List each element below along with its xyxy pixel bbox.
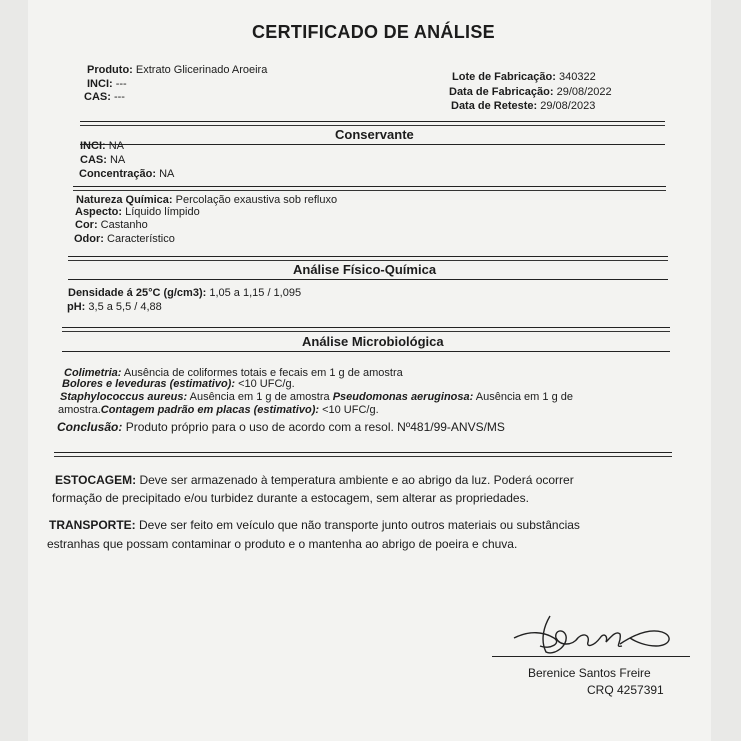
- page-title: CERTIFICADO DE ANÁLISE: [252, 22, 495, 42]
- signature-image: [510, 612, 680, 658]
- cor-label: Cor:: [75, 219, 98, 231]
- signatory-crq: CRQ 4257391: [587, 683, 664, 697]
- inci-line: [87, 78, 127, 90]
- produto-label: Produto:: [87, 64, 133, 76]
- divider-fisico-quimica: [68, 256, 668, 261]
- ph-value: 3,5 a 5,5 / 4,88: [88, 301, 162, 313]
- conservante-inci-label: INCI:: [80, 140, 106, 152]
- data-fabricacao-label: Data de Fabricação:: [449, 86, 554, 98]
- transporte-text-1: Deve ser feito em veículo que não transporte junto outros materiais ou substâncias: [139, 518, 580, 532]
- divider-lower: [54, 452, 672, 457]
- microbiologica-title: Análise Microbiológica: [302, 334, 444, 349]
- amostra-text: amostra.: [58, 404, 101, 416]
- cor-line: [75, 219, 148, 231]
- estocagem-text-1: Deve ser armazenado à temperatura ambiente e ao abrigo da luz. Poderá ocorrer: [139, 473, 574, 487]
- densidade-line: [68, 287, 301, 299]
- natureza-label: Natureza Química:: [76, 194, 173, 206]
- staph-label: Staphylococcus aureus:: [60, 391, 188, 403]
- bolores-line: [62, 378, 295, 390]
- ph-line: [67, 301, 162, 313]
- data-reteste-label: Data de Reteste:: [451, 100, 538, 112]
- pseudo-value: Ausência em 1 g de: [475, 391, 573, 403]
- conclusao-line: [57, 420, 505, 434]
- divider-conservante-bottom: [80, 144, 665, 145]
- lote-label: Lote de Fabricação:: [452, 71, 556, 83]
- divider-microbiologica-bottom: [62, 351, 670, 352]
- conclusao-value: Produto próprio para o uso de acordo com a resol. Nº481/99-ANVS/MS: [125, 420, 505, 434]
- transporte-line1: [49, 518, 580, 532]
- contagem-line: [58, 404, 379, 416]
- lote-line: [452, 71, 596, 83]
- conservante-inci-value: NA: [108, 140, 125, 152]
- signatory-name: Berenice Santos Freire: [528, 666, 651, 680]
- produto-value: Extrato Glicerinado Aroeira: [135, 64, 268, 76]
- cor-value: Castanho: [100, 219, 148, 231]
- conservante-conc-line: [79, 168, 174, 180]
- ph-label: pH:: [67, 301, 86, 313]
- conservante-inci-line: [80, 140, 124, 152]
- colimetria-value: Ausência de coliformes totais e fecais em 1 g de amostra: [123, 367, 403, 379]
- divider-conservante: [80, 121, 665, 126]
- divider-caracteristicas: [73, 186, 666, 191]
- divider-microbiologica: [62, 327, 670, 332]
- bolores-value: <10 UFC/g.: [238, 378, 295, 390]
- cas-value: ---: [113, 91, 125, 103]
- transporte-label: TRANSPORTE:: [49, 518, 136, 532]
- estocagem-text-2: formação de precipitado e/ou turbidez durante a estocagem, sem alterar as propriedades.: [52, 491, 529, 505]
- produto-line: [87, 64, 267, 76]
- aspecto-label: Aspecto:: [75, 206, 123, 218]
- inci-label: INCI:: [87, 78, 113, 90]
- conclusao-label: Conclusão:: [57, 420, 123, 434]
- transporte-text-2: estranhas que possam contaminar o produto e o mantenha ao abrigo de poeira e chuva.: [47, 537, 518, 551]
- pseudo-label: Pseudomonas aeruginosa:: [332, 391, 474, 403]
- natureza-value: Percolação exaustiva sob refluxo: [175, 194, 338, 206]
- conservante-cas-value: NA: [109, 154, 126, 166]
- estocagem-line1: [55, 473, 574, 487]
- fisico-quimica-title: Análise Físico-Química: [293, 262, 437, 277]
- cas-line: [84, 91, 125, 103]
- densidade-value: 1,05 a 1,15 / 1,095: [209, 287, 302, 299]
- conservante-cas-line: [80, 154, 125, 166]
- colimetria-label: Colimetria:: [64, 367, 122, 379]
- data-fabricacao-value: 29/08/2022: [556, 86, 612, 98]
- bolores-label: Bolores e leveduras (estimativo):: [62, 378, 236, 390]
- conservante-cas-label: CAS:: [80, 154, 107, 166]
- estocagem-label: ESTOCAGEM:: [55, 473, 137, 487]
- contagem-value: <10 UFC/g.: [322, 404, 379, 416]
- lote-value: 340322: [558, 71, 596, 83]
- odor-value: Característico: [107, 233, 175, 245]
- contagem-label: Contagem padrão em placas (estimativo):: [100, 404, 320, 416]
- inci-value: ---: [115, 78, 127, 90]
- divider-fisico-quimica-bottom: [68, 279, 668, 280]
- natureza-line: [76, 194, 337, 206]
- data-reteste-line: [451, 100, 595, 112]
- odor-line: [74, 233, 175, 245]
- staph-value: Ausência em 1 g de amostra: [189, 391, 330, 403]
- odor-label: Odor:: [74, 233, 104, 245]
- conservante-conc-value: NA: [159, 168, 175, 180]
- staph-line: [60, 391, 573, 403]
- signature-line: [492, 656, 690, 657]
- densidade-label: Densidade á 25°C (g/cm3):: [68, 287, 207, 299]
- aspecto-value: Líquido límpido: [125, 206, 200, 218]
- aspecto-line: [75, 206, 200, 218]
- conservante-title: Conservante: [335, 127, 414, 142]
- conservante-conc-label: Concentração:: [79, 168, 157, 180]
- data-fabricacao-line: [449, 86, 612, 98]
- cas-label: CAS:: [84, 91, 111, 103]
- data-reteste-value: 29/08/2023: [540, 100, 596, 112]
